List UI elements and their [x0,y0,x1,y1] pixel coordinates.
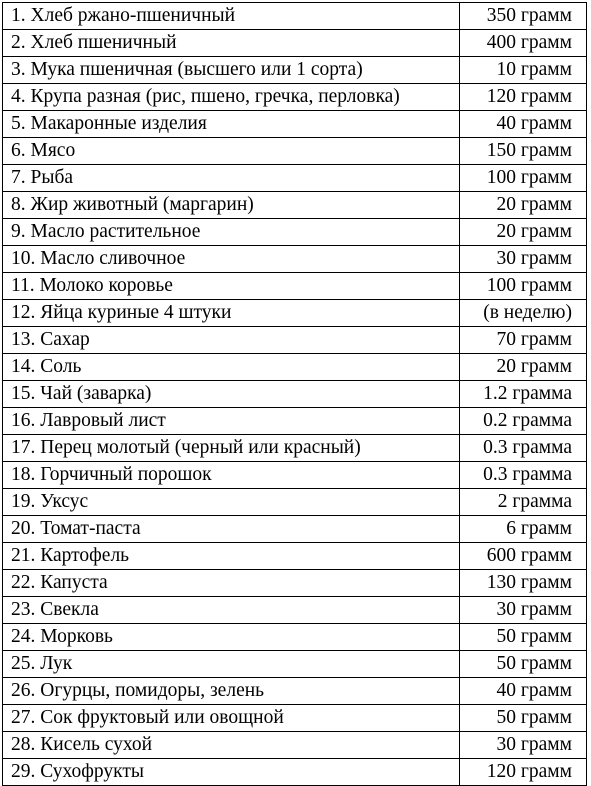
table-row [3,354,587,381]
item-name-cell: 7. Рыба [3,165,460,192]
amount-cell: 100 грамм [460,273,587,300]
table-row [3,84,587,111]
table-row [3,111,587,138]
table-row [3,138,587,165]
amount-cell: 50 грамм [460,705,587,732]
table-row [3,30,587,57]
item-name-cell: 2. Хлеб пшеничный [3,30,460,57]
amount-cell: 0.2 грамма [460,408,587,435]
item-name-cell: 27. Сок фруктовый или овощной [3,705,460,732]
table-row [3,300,587,327]
item-name-cell: 8. Жир животный (маргарин) [3,192,460,219]
amount-cell: 2 грамма [460,489,587,516]
table-row [3,759,587,786]
amount-cell: 40 грамм [460,678,587,705]
item-name-cell: 3. Мука пшеничная (высшего или 1 сорта) [3,57,460,84]
amount-cell: 20 грамм [460,219,587,246]
table-row [3,408,587,435]
table-row [3,327,587,354]
amount-cell: 30 грамм [460,246,587,273]
item-name-cell: 19. Уксус [3,489,460,516]
table-row [3,192,587,219]
amount-cell: 50 грамм [460,624,587,651]
amount-cell: 350 грамм [460,3,587,30]
amount-cell: 50 грамм [460,651,587,678]
table-row [3,165,587,192]
item-name-cell: 22. Капуста [3,570,460,597]
table-row [3,678,587,705]
item-name-cell: 15. Чай (заварка) [3,381,460,408]
amount-cell: (в неделю) [460,300,587,327]
item-name-cell: 28. Кисель сухой [3,732,460,759]
amount-cell: 1.2 грамма [460,381,587,408]
item-name-cell: 11. Молоко коровье [3,273,460,300]
item-name-cell: 20. Томат-паста [3,516,460,543]
amount-cell: 120 грамм [460,759,587,786]
table-row [3,597,587,624]
amount-cell: 0.3 грамма [460,435,587,462]
table-row [3,570,587,597]
amount-cell: 130 грамм [460,570,587,597]
amount-cell: 150 грамм [460,138,587,165]
table-row [3,273,587,300]
table-row [3,3,587,30]
amount-cell: 30 грамм [460,597,587,624]
item-name-cell: 24. Морковь [3,624,460,651]
item-name-cell: 26. Огурцы, помидоры, зелень [3,678,460,705]
amount-cell: 10 грамм [460,57,587,84]
item-name-cell: 12. Яйца куриные 4 штуки [3,300,460,327]
amount-cell: 0.3 грамма [460,462,587,489]
table-row [3,543,587,570]
table-row [3,516,587,543]
ration-table-body [3,3,587,786]
table-row [3,651,587,678]
item-name-cell: 10. Масло сливочное [3,246,460,273]
item-name-cell: 16. Лавровый лист [3,408,460,435]
amount-cell: 6 грамм [460,516,587,543]
amount-cell: 40 грамм [460,111,587,138]
table-row [3,732,587,759]
amount-cell: 20 грамм [460,354,587,381]
table-row [3,462,587,489]
item-name-cell: 23. Свекла [3,597,460,624]
item-name-cell: 14. Соль [3,354,460,381]
table-row [3,624,587,651]
table-row [3,219,587,246]
item-name-cell: 21. Картофель [3,543,460,570]
item-name-cell: 6. Мясо [3,138,460,165]
amount-cell: 600 грамм [460,543,587,570]
amount-cell: 70 грамм [460,327,587,354]
table-row [3,705,587,732]
item-name-cell: 17. Перец молотый (черный или красный) [3,435,460,462]
item-name-cell: 29. Сухофрукты [3,759,460,786]
item-name-cell: 13. Сахар [3,327,460,354]
item-name-cell: 18. Горчичный порошок [3,462,460,489]
amount-cell: 20 грамм [460,192,587,219]
item-name-cell: 25. Лук [3,651,460,678]
table-row [3,435,587,462]
amount-cell: 400 грамм [460,30,587,57]
amount-cell: 30 грамм [460,732,587,759]
amount-cell: 120 грамм [460,84,587,111]
table-row [3,489,587,516]
amount-cell: 100 грамм [460,165,587,192]
ration-table [2,2,587,786]
item-name-cell: 5. Макаронные изделия [3,111,460,138]
item-name-cell: 4. Крупа разная (рис, пшено, гречка, перловка) [3,84,460,111]
table-row [3,57,587,84]
table-row [3,381,587,408]
table-row [3,246,587,273]
item-name-cell: 1. Хлеб ржано-пшеничный [3,3,460,30]
item-name-cell: 9. Масло растительное [3,219,460,246]
